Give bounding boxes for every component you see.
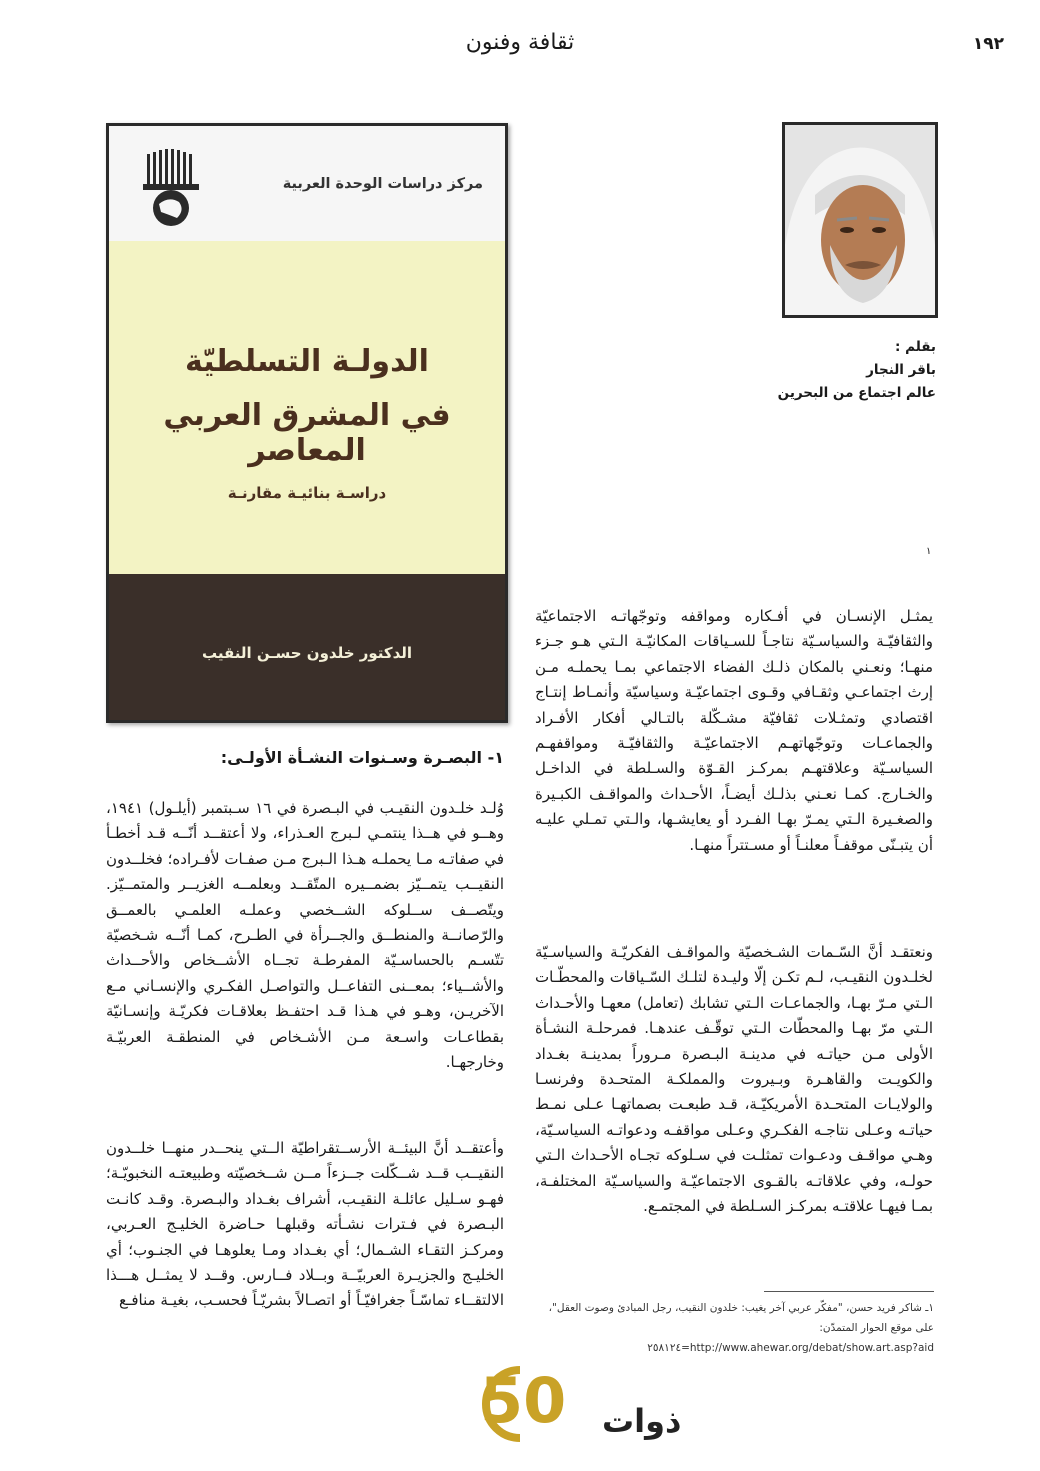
magazine-logo: [470, 1356, 682, 1446]
section-title: ثقافة وفنون: [465, 30, 575, 55]
footnote-text: ١ـ شاكر فريد حسن، "مفكّر عربي آخر يغيب: خلدون النقيب، رجل المبادئ وصوت العقل"، على موقع الحوار المتمدّن:: [548, 1302, 934, 1334]
author-byline: بقلم :: [895, 339, 936, 355]
author-name: باقر النجار: [866, 362, 936, 378]
article-right-paragraph-1: يمثـل الإنسـان في أفـكاره ومواقفه وتوجّهاتـه الاجتماعيّة والثقافيّـة والسياسـيّة نتاجـاً للسـياقات المكانيّـة الـتي هـو جـزء منهـا؛ ونعـني بالمكان ذلـك الفضاء الاجتماعي بمـا يحملـه مـن إرث اجتماعـي وثقـافي وقـوى اجتماعيّـة وسياسيّة وأنمـاط إنتـاج اقتصادي وتمثـلات ثقافيّة مشـكّلة بالتـالي أفكار الأفـراد والجماعـات وتوجّهاتهـم الاجتماعيّـة والثقافيّـة ومواقفهـم السياسـيّة وعلاقتهـم بمركـز القـوّة والسـلطة في الداخـل والخـارج. كمـا نعـني بذلـك أيضـاً، الأحـداث والمواقـف الكبـيرة والصغـيرة الـتي يمـرّ بهـا الفـرد أو يعايشـها، والـتي تمـلي عليـه أن يتبـنّى موقفـاً معلنـاً أو مسـتتراً منهـا.: [535, 607, 933, 854]
cover-title-line2: في المشرق العربي المعاصر: [163, 398, 451, 468]
footnote: [548, 1298, 934, 1358]
footnote-link[interactable]: ٢٥٨١٢٤=http://www.ahewar.org/debat/show.art.asp?aid: [647, 1342, 934, 1354]
article-left-paragraph-2: وأعتقــد أنَّ البيئــة الأرســتقراطيّة الــتي ينحــدر منهــا خلــدون النقيــب قــد شــكّلت جــزءاً مــن شــخصيّته وطبيعتـه النخبويّـة؛ فهـو سـليل عائلـة النقيـب، أشراف بغـداد والبـصرة. وقـد كانـت البـصرة في فـترات نشـأته وقبلهـا حـاضرة الخليـج العـربي، ومركـز التقـاء الشـمال؛ أي بغـداد ومـا يعلوهـا في الجنـوب؛ أي الخليـج والجزيـرة العربيّــة وبــلاد فــارس. وقــد لا يمثــل هـــذا الالتقــاء تماسّـاً جغرافيّـاً أو اتصـالاً بشريّـاً فحسـب، بغيـة منافـع: [106, 1139, 504, 1310]
logo-numeral: 50: [480, 1364, 567, 1437]
logo-text: ذوات: [602, 1402, 682, 1440]
section-heading: ١- البصـرة وسـنوات النشـأة الأولـى:: [220, 748, 504, 767]
cover-subtitle: دراسـة بنائيـة مقارنـة: [227, 484, 387, 502]
article-right-paragraph-2: ونعتقـد أنَّ السّـمات الشـخصيّة والمواقـف الفكريّـة والسياسـيّة لخلـدون النقيـب، لـم تكـن إلّا وليـدة لتلـك السّـياقات والمحطّـات الـتي مـرّ بهـا، والجماعـات الـتي تشابك (تعامل) معهـا والأحـداث الـتي مرّ بهـا والمحطّات الـتي توقّـف عندهـا. فمرحلـة النشـأة الأولى مـن حياتـه في مدينـة البـصرة مـروراً بمدينـة بغـداد والكويـت والقاهـرة وبـيروت والمملكـة المتحـدة وفرنسـا والولايـات المتحـدة الأمريكيّـة، قـد طبعـت بصماتهـا عـلى نمـط حياتـه وعـلى نتاجـه الفكـري وعـلى مواقفـه ودعواتـه السياسـيّة، وهـي مواقـف ودعـوات تمثلـت في سـلوكه تجـاه الأحـداث الـتي حولـه، وفي علاقاتـه بالقـوى الاجتماعيّـة والسياسـيّة المختلفـة، بمـا فيهـا علاقتـه بمركـز السـلطة في المجتمـع.: [535, 943, 933, 1216]
author-title: عالم اجتماع من البحرين: [777, 385, 936, 401]
cover-author: الدكتور خلدون حسـن النقيب: [201, 644, 413, 662]
page-number: ١٩٢: [972, 34, 1004, 54]
author-credit: [636, 336, 936, 405]
article-left-paragraph-1: وُلـد خلـدون النقيـب في البـصرة في ١٦ سـبتمبر (أيلـول) ١٩٤١، وهــو في هــذا ينتمـي لـبرج العـذراء، ولا أعتقــد أنّــه قـد أخطـأ في صفاتـه مـا يحملـه هـذا الـبرج مـن صفـات لأفـراده؛ فخلــدون النقيــب يتمــيّز بضمــيره المتّقــد وبعلمــه الغزيــر والمتمــيّز. ويتّصــف ســلوكه الشــخصي وعملـه العلمـي بالعمــق والرّصانــة والمنطــق والجــرأة في الطـرح، كمـا أنّــه شـخصيّة تتّسـم بالحساسـيّة المفرطـة تجــاه الأشــخاص والأحــداث والأشــياء؛ بمعــنى التفاعــل والتواصـل الفكـري والإنسـاني مـع الآخريـن، وهـو في هـذا قـد احتفـظ بعلاقـات فكريّـة وإنسـانيّة بقطاعـات واسـعة مـن الأشـخاص في المنطقـة العربيّـة وخارجهـا.: [106, 799, 504, 1072]
publisher-logo-icon: [139, 148, 203, 228]
footnote-divider: [764, 1291, 934, 1292]
cover-title-line1: الدولـة التسلطيّة: [185, 344, 429, 379]
author-photo: [782, 122, 938, 318]
footnote-marker: ١: [926, 546, 932, 557]
book-cover-image: [106, 123, 508, 723]
cover-publisher: مركز دراسات الوحدة العربية: [282, 176, 483, 192]
